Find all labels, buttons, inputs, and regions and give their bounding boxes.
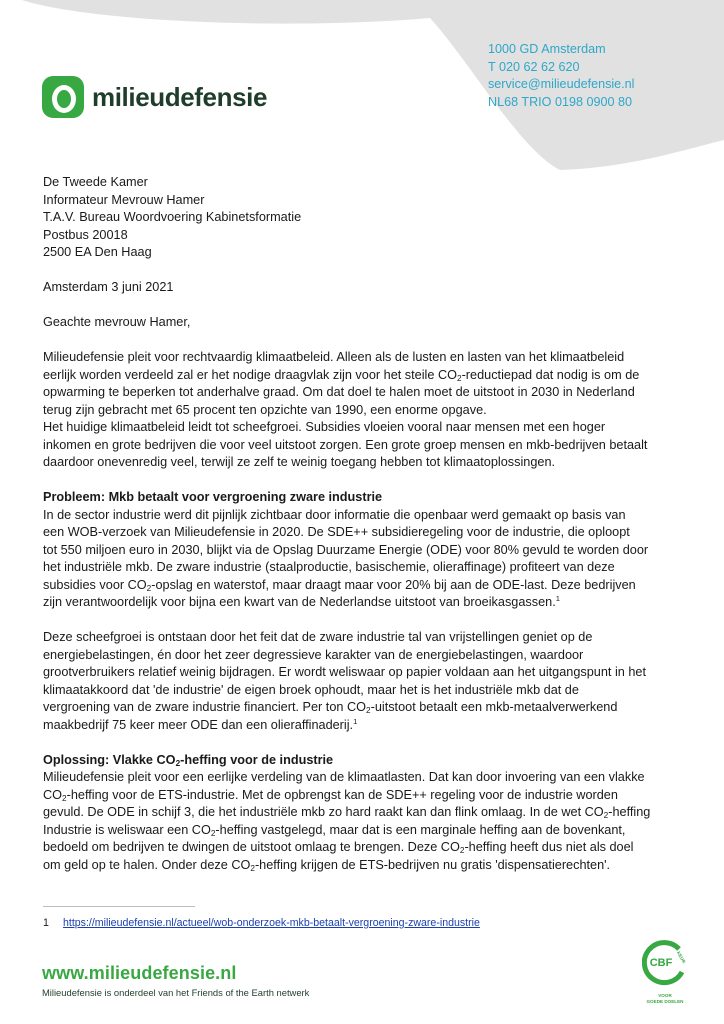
- cause-paragraph: [43, 629, 683, 734]
- section-heading: Oplossing: Vlakke $CO_2$-heffing voor de industrie: [43, 752, 334, 768]
- contact-address: 1000 GD Amsterdam: [488, 42, 606, 56]
- text-line: subsidies voor $CO_2$-opslag en waterstof, maar draagt maar voor 20% bij aan de ODE-last. Deze bedrijven: [43, 577, 636, 593]
- address-line: T.A.V. Bureau Woordvoering Kabinetsformatie: [43, 210, 302, 224]
- text-line: opwarming te beperken tot anderhalve graad. Om dat doel te halen moet de uitstoot in 2030 in Nederland: [43, 385, 635, 399]
- address-line: Informateur Mevrouw Hamer: [43, 192, 205, 207]
- text-line: Milieudefensie pleit voor een eerlijke verdeling van de klimaatlasten. Dat kan door invoering van een vlakke: [43, 770, 645, 784]
- text-line: Milieudefensie pleit voor rechtvaardig klimaatbeleid. Alleen als de lusten en lasten van het klimaatbeleid: [43, 350, 625, 364]
- letter-body: [43, 174, 683, 874]
- text-line: grootverbruikers relatief weinig bijdragen. Er wordt weliswaar op papier voldaan aan het uitgangspunt in het: [43, 665, 647, 679]
- footnote-link[interactable]: https://milieudefensie.nl/actueel/wob-onderzoek-mkb-betaalt-vergroening-zware-industrie: [63, 917, 480, 929]
- text-line: daardoor onevenredig veel, terwijl ze zelf te weinig toegang hebben tot klimaatoplossingen.: [43, 455, 556, 469]
- text-line: bedoeld om bedrijven te dwingen de uitstoot omlaag te brengen. Deze $CO_2$-heffing heeft dus niet als doel: [43, 840, 634, 855]
- section-heading: Probleem: Mkb betaalt voor vergroening zware industrie: [43, 490, 383, 504]
- recipient-address: [43, 174, 683, 262]
- text-line: Het huidige klimaatbeleid leidt tot scheefgroei. Subsidies vloeien vooral naar mensen met een hoger: [43, 420, 606, 434]
- footnote-divider: [43, 906, 195, 907]
- problem-section: [43, 489, 683, 612]
- text-line: energiebelastingen, én door het zeer degressieve karakter van de energiebelastingen, waardoor: [43, 647, 584, 662]
- cbf-voor-text: VOOR: [658, 993, 672, 998]
- text-line: terug zijn gebracht met 65 procent ten opzichte van 1990, een enorme opgave.: [43, 402, 487, 417]
- logo-text: milieudefensie: [92, 81, 268, 112]
- text-line: gevuld. De ODE in schijf 3, die het industriële mkb zo hard raakt kan dan flink omlaag. In de wet $CO_2$-heffing: [43, 805, 651, 820]
- address-line: Postbus 20018: [43, 227, 128, 242]
- footer-website-link[interactable]: www.milieudefensie.nl: [42, 963, 237, 983]
- text-line: maakbedrijf 75 keer meer ODE dan een olieraffinaderij.$^1$: [43, 716, 358, 732]
- contact-block: [488, 41, 634, 111]
- logo-icon: [42, 76, 84, 118]
- footnote: [43, 916, 480, 930]
- cbf-goede-doelen-text: GOEDE DOELEN: [646, 999, 684, 1004]
- footer-network-note: Milieudefensie is onderdeel van het Friends of the Earth netwerk: [42, 987, 310, 998]
- footnote-reference: 1: [555, 594, 560, 603]
- text-line: inkomen en grote bedrijven die voor veel uitstoot zorgen. Een grote groep mensen en mkb-bedrijven betaalt: [43, 437, 648, 452]
- footnote-number: 1: [43, 917, 49, 929]
- text-line: om geld op te halen. Onder deze $CO_2$-heffing krijgen de ETS-bedrijven nu gratis 'dispensatierechten'.: [43, 857, 611, 873]
- contact-email[interactable]: service@milieudefensie.nl: [488, 77, 635, 91]
- cbf-keurmerk-logo: [642, 940, 688, 1010]
- footnote-reference: 1: [353, 716, 358, 726]
- address-line: 2500 EA Den Haag: [43, 245, 152, 259]
- text-line: eerlijk worden verdeeld zal er het nodige draagvlak zijn voor het steile $CO_2$-reductiepad dat nodig is om de: [43, 367, 640, 383]
- text-line: $CO_2$-heffing voor de ETS-industrie. Met de opbrengst kan de SDE++ regeling voor de industrie worden: [43, 787, 618, 803]
- text-line: het industriële mkb. De zware industrie (staalproductie, basischemie, olieraffinage) profiteert van deze: [43, 560, 615, 574]
- solution-section: [43, 752, 683, 875]
- text-line: In de sector industrie werd dit pijnlijk zichtbaar door informatie die openbaar werd gemaakt op basis van: [43, 507, 626, 522]
- cbf-text: CBF: [649, 957, 673, 969]
- contact-iban: NL68 TRIO 0198 0900 80: [488, 94, 632, 109]
- cbf-keur-text: KEUR: [675, 950, 687, 965]
- brand-logo: [42, 76, 267, 118]
- letter-date: Amsterdam 3 juni 2021: [43, 280, 174, 294]
- text-line: vergroening van de zware industrie financiert. Per ton $CO_2$-uitstoot betaalt een mkb-metaalverwerkend: [43, 700, 618, 715]
- salutation: Geachte mevrouw Hamer,: [43, 315, 191, 329]
- text-line: een WOB-verzoek van Milieudefensie in 2020. De SDE++ subsidieregeling voor de industrie, die oploopt: [43, 525, 630, 539]
- text-line: Deze scheefgroei is ontstaan door het feit dat de zware industrie tal van vrijstellingen geniet op de: [43, 630, 593, 644]
- text-line: zijn verantwoordelijk voor bijna een kwart van de Nederlandse uitstoot van broeikasgassen.$^1$: [43, 594, 560, 609]
- text-line: klimaatakkoord dat 'de industrie' de eigen broek ophoudt, maar het is het industriële mkb dat de: [43, 682, 579, 697]
- intro-paragraph: [43, 349, 683, 472]
- contact-phone: T 020 62 62 620: [488, 59, 580, 74]
- text-line: tot 550 miljoen euro in 2030, blijkt via de Opslag Duurzame Energie (ODE) voor 80% gevuld te worden door: [43, 542, 649, 557]
- address-line: De Tweede Kamer: [43, 175, 148, 189]
- text-line: Industrie is weliswaar een $CO_2$-heffing vastgelegd, maar dat is een marginale heffing aan de bovenkant,: [43, 822, 626, 838]
